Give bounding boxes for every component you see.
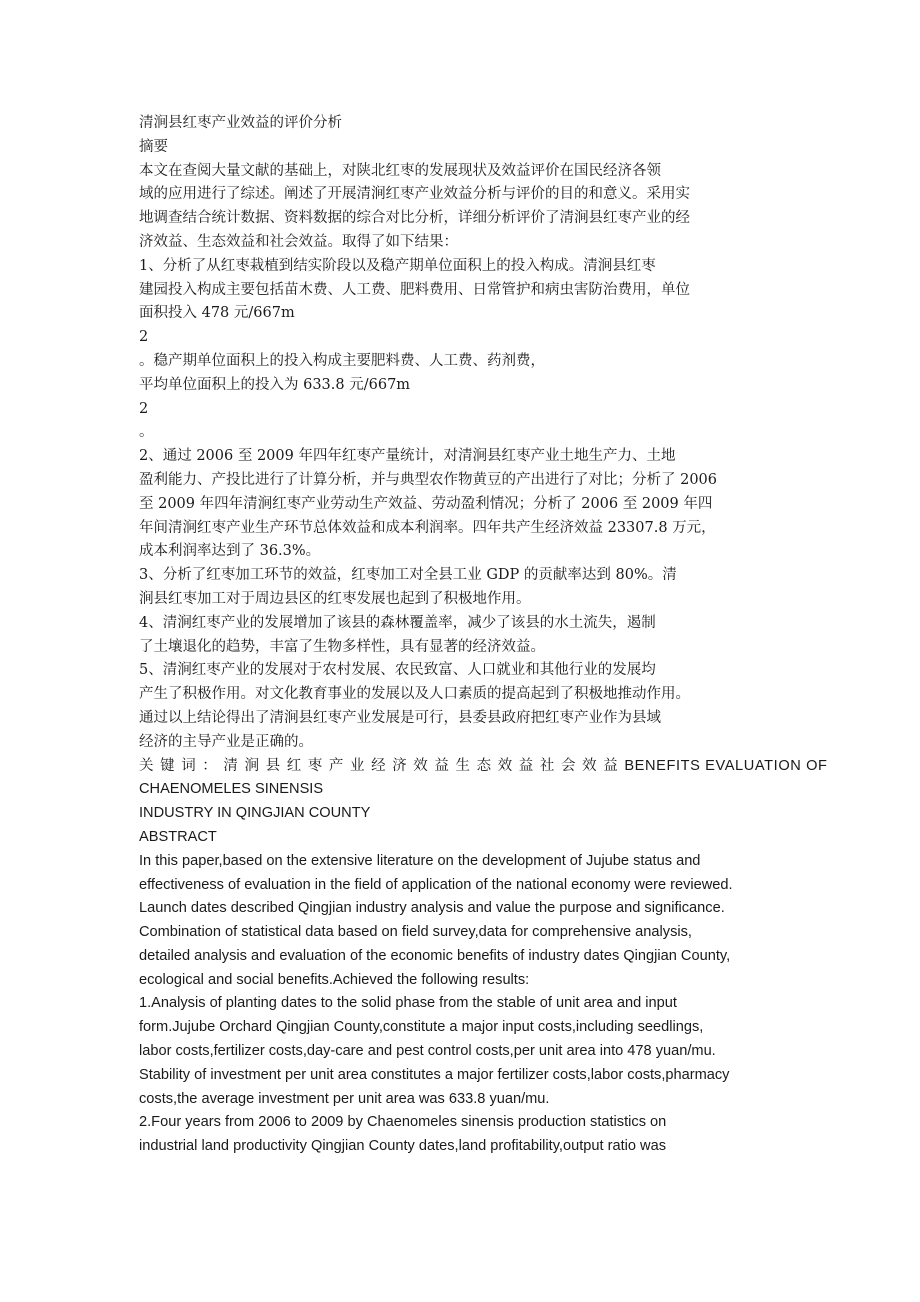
text-line: 2、通过 2006 至 2009 年四年红枣产量统计，对清涧县红枣产业土地生产力、土地 xyxy=(139,448,676,465)
abstract-heading-en: ABSTRACT xyxy=(139,828,217,845)
text-line: 。 xyxy=(139,424,154,441)
text-line: 济效益、生态效益和社会效益。取得了如下结果： xyxy=(139,233,458,250)
text-line: 面积投入 478 元/667m xyxy=(139,305,295,322)
text-line: form.Jujube Orchard Qingjian County,constitute a major input costs,including seedlings, xyxy=(139,1019,704,1036)
text-line: 1、分析了从红枣栽植到结实阶段以及稳产期单位面积上的投入构成。清涧县红枣 xyxy=(139,257,656,274)
text-line: In this paper,based on the extensive literature on the development of Jujube status and xyxy=(139,852,701,869)
superscript-fragment: 2 xyxy=(139,329,149,346)
text-line: 5、清涧红枣产业的发展对于农村发展、农民致富、人口就业和其他行业的发展均 xyxy=(139,662,656,679)
text-line: 经济的主导产业是正确的。 xyxy=(139,733,313,750)
superscript-fragment: 2 xyxy=(139,400,149,417)
document-title: 清涧县红枣产业效益的评价分析 xyxy=(139,115,342,131)
text-line: 平均单位面积上的投入为 633.8 元/667m xyxy=(139,376,411,393)
text-line: Stability of investment per unit area constitutes a major fertilizer costs,labor costs,pharmacy xyxy=(139,1066,730,1083)
english-title-line: CHAENOMELES SINENSIS xyxy=(139,781,324,798)
text-line: 域的应用进行了综述。阐述了开展清涧红枣产业效益分析与评价的目的和意义。采用实 xyxy=(139,186,690,203)
text-line: 。稳产期单位面积上的投入构成主要肥料费、人工费、药剂费， xyxy=(139,352,545,369)
text-line: 通过以上结论得出了清涧县红枣产业发展是可行，县委县政府把红枣产业作为县域 xyxy=(139,709,661,726)
text-line: detailed analysis and evaluation of the economic benefits of industry dates Qingjian County, xyxy=(139,947,731,964)
text-line: 盈利能力、产投比进行了计算分析，并与典型农作物黄豆的产出进行了对比；分析了 2006 xyxy=(139,471,718,488)
text-line: industrial land productivity Qingjian County dates,land profitability,output ratio was xyxy=(139,1138,667,1155)
result-4 xyxy=(139,612,789,660)
result-3 xyxy=(139,564,789,612)
text-line: costs,the average investment per unit area was 633.8 yuan/mu. xyxy=(139,1090,550,1107)
text-line: effectiveness of evaluation in the field of application of the national economy were reviewed. xyxy=(139,876,733,893)
text-line: Combination of statistical data based on field survey,data for comprehensive analysis, xyxy=(139,924,692,941)
english-title-start: BENEFITS EVALUATION OF xyxy=(624,757,828,774)
text-line: 年间清涧红枣产业生产环节总体效益和成本利润率。四年共产生经济效益 23307.8 万元， xyxy=(139,519,716,536)
en-abstract-paragraph xyxy=(139,850,789,1159)
keywords-line xyxy=(139,755,828,779)
document-page xyxy=(139,112,828,1159)
text-line: labor costs,fertilizer costs,day-care and pest control costs,per unit area into 478 yuan/mu. xyxy=(139,1043,716,1060)
text-line: 3、分析了红枣加工环节的效益，红枣加工对全县工业 GDP 的贡献率达到 80%。清 xyxy=(139,567,677,584)
text-line: 产生了积极作用。对文化教育事业的发展以及人口素质的提高起到了积极地推动作用。 xyxy=(139,686,690,703)
text-line: 2.Four years from 2006 to 2009 by Chaenomeles sinensis production statistics on xyxy=(139,1114,667,1131)
text-line: 至 2009 年四年清涧红枣产业劳动生产效益、劳动盈利情况；分析了 2006 至 2009 年四 xyxy=(139,495,713,512)
result-5 xyxy=(139,659,789,754)
keywords-label: 关键词：清涧县红枣产业经济效益生态效益社会效益 xyxy=(139,757,625,774)
abstract-heading-cn: 摘要 xyxy=(139,138,168,155)
text-line: 地调查结合统计数据、资料数据的综合对比分析，详细分析评价了清涧县红枣产业的经 xyxy=(139,210,690,227)
text-line: Launch dates described Qingjian industry analysis and value the purpose and significance. xyxy=(139,900,725,917)
text-line: 建园投入构成主要包括苗木费、人工费、肥料费用、日常管护和病虫害防治费用，单位 xyxy=(139,281,690,298)
result-2 xyxy=(139,445,789,564)
text-line: ecological and social benefits.Achieved the following results: xyxy=(139,971,530,988)
text-line: 4、清涧红枣产业的发展增加了该县的森林覆盖率，减少了该县的水土流失，遏制 xyxy=(139,614,656,631)
text-line: 涧县红枣加工对于周边县区的红枣发展也起到了积极地作用。 xyxy=(139,590,531,607)
cn-abstract-paragraph xyxy=(139,160,789,255)
text-line: 本文在查阅大量文献的基础上，对陕北红枣的发展现状及效益评价在国民经济各领 xyxy=(139,162,661,179)
text-line: 成本利润率达到了 36.3%。 xyxy=(139,543,321,560)
english-title-line: INDUSTRY IN QINGJIAN COUNTY xyxy=(139,805,371,822)
result-1 xyxy=(139,255,789,445)
text-line: 1.Analysis of planting dates to the solid phase from the stable of unit area and input xyxy=(139,995,677,1012)
text-line: 了土壤退化的趋势，丰富了生物多样性，具有显著的经济效益。 xyxy=(139,638,545,655)
